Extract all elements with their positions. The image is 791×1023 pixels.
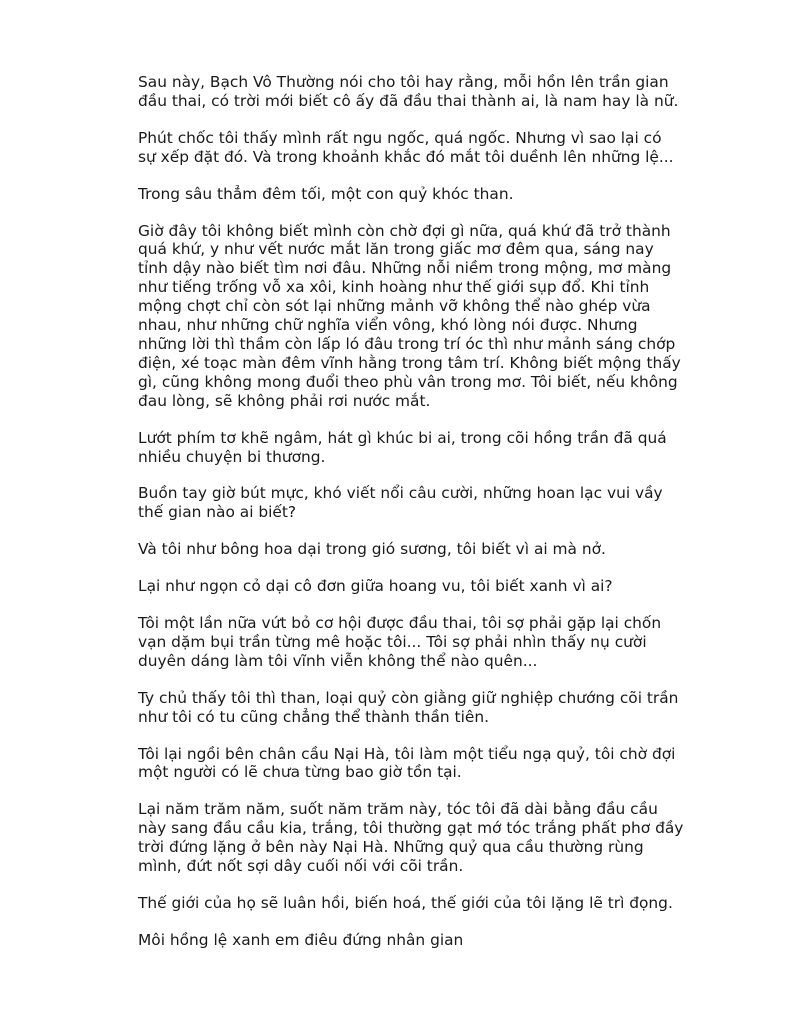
text-line: Tôi lại ngồi bên chân cầu Nại Hà, tôi làm một tiểu ngạ quỷ, tôi chờ đợi [138,744,676,763]
text-line: thế gian nào ai biết? [138,503,297,522]
text-line: Giờ đây tôi không biết mình còn chờ đợi gì nữa, quá khứ đã trở thành [138,221,671,240]
text-line: những lời thì thầm còn lấp ló đâu trong trí óc thì như mảnh sáng chớp [138,334,676,353]
body-text [138,73,713,968]
paragraph [138,894,713,913]
paragraph [138,222,713,411]
text-line: này sang đầu cầu kia, trắng, tôi thường gạt mớ tóc trắng phất phơ đầy [138,819,684,838]
paragraph [138,185,713,204]
text-line: quá khứ, y như vết nước mắt lăn trong giấc mơ đêm qua, sáng nay [138,240,654,259]
paragraph [138,577,713,596]
text-line: Lại như ngọn cỏ dại cô đơn giữa hoang vu, tôi biết xanh vì ai? [138,577,613,596]
text-line: duyên dáng làm tôi vĩnh viễn không thể nào quên... [138,651,538,670]
paragraph [138,614,713,671]
text-line: nhau, như những chữ nghĩa viển vông, khó lòng nói được. Nhưng [138,316,638,335]
paragraph [138,745,713,783]
paragraph [138,689,713,727]
text-line: như tiếng trống vỗ xa xôi, kinh hoàng như thế giới sụp đổ. Khi tỉnh [138,278,650,297]
text-line: nhiều chuyện bi thương. [138,447,326,466]
text-line: Lại năm trăm năm, suốt năm trăm này, tóc tôi đã dài bằng đầu cầu [138,800,658,819]
text-line: Môi hồng lệ xanh em điêu đứng nhân gian [138,930,464,949]
text-line: tỉnh dậy nào biết tìm nơi đâu. Những nỗi niềm trong mộng, mơ màng [138,259,672,278]
text-line: sự xếp đặt đó. Và trong khoảnh khắc đó mắt tôi duềnh lên những lệ... [138,147,674,166]
paragraph [138,931,713,950]
paragraph [138,73,713,111]
text-line: Và tôi như bông hoa dại trong gió sương, tôi biết vì ai mà nở. [138,540,606,559]
text-line: đầu thai, có trời mới biết cô ấy đã đầu thai thành ai, là nam hay là nữ. [138,91,679,110]
paragraph [138,484,713,522]
paragraph [138,429,713,467]
text-line: như tôi có tu cũng chẳng thể thành thần tiên. [138,707,489,726]
text-line: Sau này, Bạch Vô Thường nói cho tôi hay rằng, mỗi hồn lên trần gian [138,73,669,91]
text-line: vạn dặm bụi trần từng mê hoặc tôi... Tôi sợ phải nhìn thấy nụ cười [138,632,647,651]
paragraph [138,540,713,559]
text-line: Thế giới của họ sẽ luân hồi, biến hoá, thế giới của tôi lặng lẽ trì đọng. [138,894,673,912]
text-line: gì, cũng không mong đuổi theo phù vân trong mơ. Tôi biết, nếu không [138,372,678,391]
text-line: đau lòng, sẽ không phải rơi nước mắt. [138,391,431,410]
text-line: trời đứng lặng ở bên này Nại Hà. Những quỷ qua cầu thường rùng [138,838,644,857]
text-line: mộng chợt chỉ còn sót lại những mảnh vỡ không thể nào ghép vừa [138,297,651,316]
text-line: Tôi một lần nữa vứt bỏ cơ hội được đầu thai, tôi sợ phải gặp lại chốn [138,614,662,633]
text-line: Trong sâu thẳm đêm tối, một con quỷ khóc than. [138,184,514,203]
text-line: Lướt phím tơ khẽ ngâm, hát gì khúc bi ai, trong cõi hồng trần đã quá [138,428,667,447]
text-line: Ty chủ thấy tôi thì than, loại quỷ còn giằng giữ nghiệp chướng cõi trần [138,688,679,707]
text-line: điện, xé toạc màn đêm vĩnh hằng trong tâm trí. Không biết mộng thấy [138,353,681,372]
text-line: Buồn tay giờ bút mực, khó viết nổi câu cười, những hoan lạc vui vầy [138,484,663,503]
text-line: một người có lẽ chưa từng bao giờ tồn tại. [138,763,462,782]
text-line: Phút chốc tôi thấy mình rất ngu ngốc, quá ngốc. Nhưng vì sao lại có [138,128,662,147]
paragraph [138,129,713,167]
paragraph [138,800,713,876]
text-line: mình, đứt nốt sợi dây cuối nối với cõi trần. [138,857,464,876]
